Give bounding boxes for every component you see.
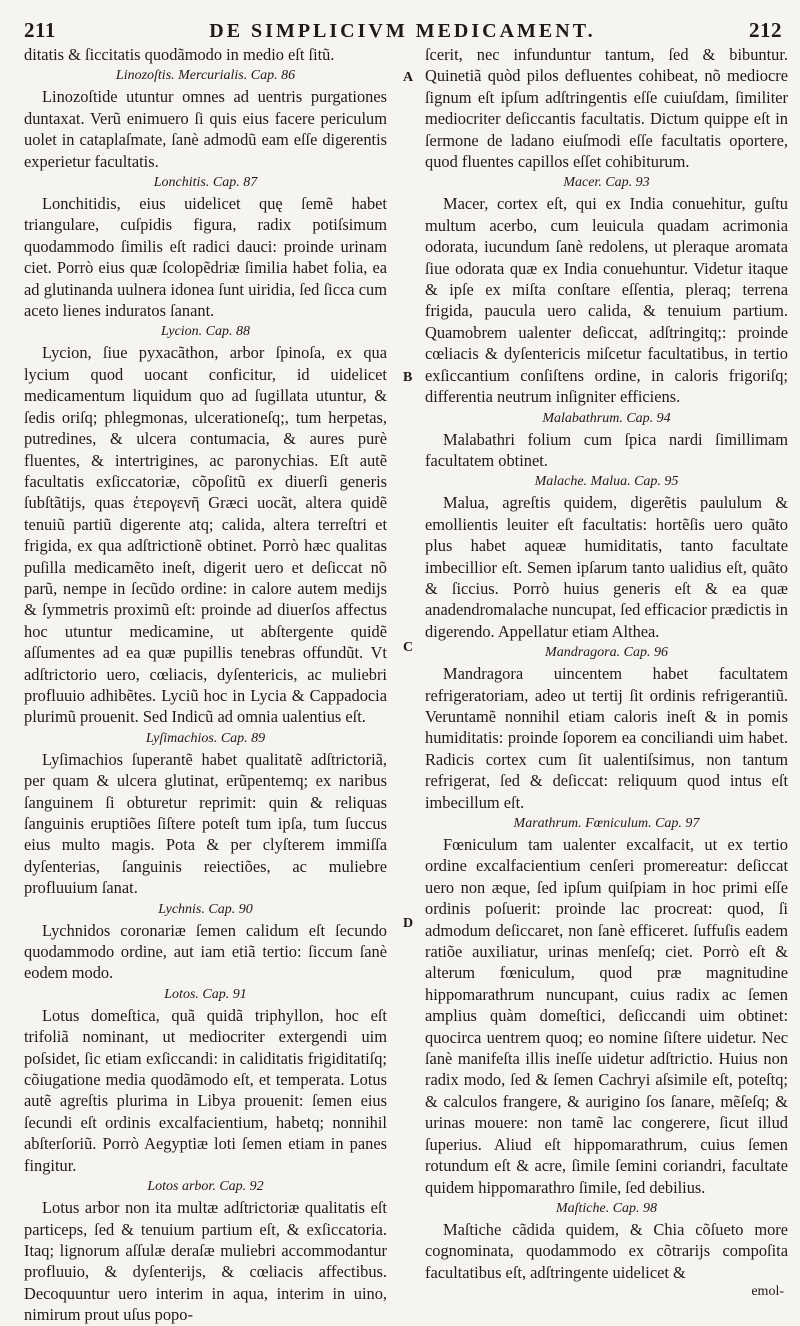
paragraph: Malabathri folium cum ſpica nardi ſimillimam facultatem obtinet.	[425, 429, 788, 470]
paragraph: Lycion, ſiue pyxacãthon, arbor ſpinoſa, ex qua lycium quod uocant conficitur, id uidelicet medicamentum liquidum quo ad ſugillata utuntur, & ſedis oriſq; phlegmonas, ulcerationeſq;, tum herpetas, putredines, & ulcera contumacia, & aures purè fluentes, & intertrigines, ac paronychias. Eſt autẽ facultatis exſiccatoriæ, cõpoſitũ ex diuerſi generis ſubſtãtijs, quas ἑτερογενῆ Græci uocãt, altera quidẽ tenuiũ partiũ digerente atq; calida, altera terreſtri et frigida, ex qua adſtrictionẽ obtinet. Porrò hæc qualitas puſilla medicamẽto ineſt, digerit uero et deſiccat nõ parũ, nempe in ſecũdo ordine: in calore autem medijs & ſymmetris proximũ eſt: proinde ad diuerſos affectus hoc utuntur medicamine, ut abſtergente quidẽ aſſumentes ad ea quæ pupillis tenebras offundũt. Vt adſtrictorio uero, cœliacis, dyſentericis, ac muliebri profluuio adhibẽtes. Lyciũ hoc in Lycia & Cappadocia plurimũ prouenit. Sed Indicũ ad omnia ualentius eſt.	[24, 343, 387, 727]
paragraph: Fœniculum tam ualenter excalfacit, ut ex tertio ordine excalfacientium cenſeri promereatur: deſiccat uero non æque, ſed ipſum quiſpiam in hoc primi eſſe ordinis poſuerit: proinde lac procreat: quod, ſi admodum deſiccaret, non ſanè efficeret. ſuffuſis eadem ratiõe auxiliatur, urinas menſeſq; ciet. Porrò eſt & alterum fœniculum, quod præ magnitudine hippomarathrum nuncupant, cuius radix ac ſemen amplius quàm domeſtici, deſiccandi uim obtinet: quocirca uentrem quoq; eo nomine ſiſtere uidetur. Nec ſanè manifeſta illis ineſſe uidetur adſtrictio. Huius non radix modo, ſed & ſemen Cachryi aſsimile eſt, poteſtq; & calculos frangere, & aurigino ſos ſanare, mẽſeſq; & urinas mouere: non tamẽ lac congerere, ſicut illud ſuperius. Aliud eſt hippomarathrum, cuius ſemen rotundum eſt & acre, ſimile ſemini coriandri, facultate quidem hippomarathro ſimile, ſed debilius.	[425, 835, 788, 1197]
chapter-heading: Lycion. Cap. 88	[160, 324, 251, 340]
paragraph: Lychnidos coronariæ ſemen calidum eſt ſecundo quodammodo ordine, aut iam etiã tertio: ſiccum ſanè eodem modo.	[24, 920, 387, 983]
paragraph: Macer, cortex eſt, qui ex India conuehitur, guſtu multum acerbo, cum leuicula quadam acrimonia odorata, iucundum ſanè redolens, ut pleraque aromata ſiue odorata quæ ex India conuehuntur. Videtur itaque & ipſe ex miſta conſtare eſſentia, pleraq; terrena frigida, paucula uero calida, & tenuium partium. Quamobrem ualenter deſiccat, adſtringitq;: proinde cœliacis & dyſentericis miſcetur facultatibus, in tertio exſiccantium conſiſtens ordine, in caloris frigoriſq; differentia neutrum inſigniter efficiens.	[425, 194, 788, 407]
margin-letter-b: B	[403, 370, 413, 385]
page-number-left: 211	[24, 18, 56, 42]
paragraph: Maſtiche cãdida quidem, & Chia cõſueto more cognominata, quodammodo ex cõtrarijs compoſita facultatibus eſt, adſtringente uidelicet &	[425, 1219, 788, 1282]
chapter-heading: Mandragora. Cap. 96	[545, 645, 668, 661]
paragraph: Lyſimachios ſuperantẽ habet qualitatẽ adſtrictoriã, per quam & ulcera glutinat, erũpentemq; ex naribus ſanguinem ſi obturetur reprimit: quin & reliquas ſanguinis eruptiões ſiſtere poteſt tum ipſa, tum ſuccus eius multo magis. Pota & per clyſterem immiſſa dyſenterias, ſanguinis reiectiões, ac muliebre profluuium ſanat.	[24, 749, 387, 898]
catchword: emol-	[751, 1284, 784, 1300]
chapter-heading: Linozoſtis. Mercurialis. Cap. 86	[115, 68, 296, 84]
margin-letter-c: C	[403, 640, 414, 655]
running-title: DE SIMPLICIVM MEDICAMENT.	[209, 20, 596, 42]
chapter-heading: Malabathrum. Cap. 94	[542, 410, 671, 426]
paragraph: Mandragora uincentem habet facultatem refrigeratoriam, adeo ut tertij ſit ordinis refrigerantiũ. Veruntamẽ nonnihil etiam caloris ineſt & in pomis humiditatis: proinde ſoporem ea conciliandi uim habet. Radicis cortex cum ſit ualentiſsimus, non tantum refrigerat, ſed & deſiccat: reliquum quod intus eſt imbecillum eſt.	[425, 664, 788, 812]
page-header	[24, 18, 788, 44]
paragraph: ſcerit, nec infunduntur tantum, ſed & bibuntur. Quinetiã quòd pilos defluentes cohibeat, nõ mediocre ſignum eſt ipſum adſtringentis eſſe cuiuſdam, ſimiliter mediocriter deſiccantis facultatis. Dictum quippe eſt in ſermone de ladano eiuſmodi eſſe facultatis oportere, quod fluentes capillos eſſet cohibiturum.	[425, 45, 788, 172]
paragraph: Lotus arbor non ita multæ adſtrictoriæ qualitatis eſt particeps, ſed & tenuium partium eſt, & exſiccatoria. Itaq; lignorum aſſulæ deraſæ muliebri accommodantur profluuio, & dyſenterijs, & cœliacis affectibus. Decoquuntur uero interim in aqua, interim in uino, nimirum prout uſus popo-	[24, 1198, 387, 1325]
right-column	[421, 44, 788, 1300]
chapter-heading: Lyſimachios. Cap. 89	[145, 730, 266, 746]
paragraph: ditatis & ſiccitatis quodãmodo in medio eſt ſitũ.	[24, 45, 335, 64]
chapter-heading: Lychnis. Cap. 90	[158, 901, 253, 917]
chapter-heading: Lotos arbor. Cap. 92	[147, 1179, 264, 1195]
margin-gutter	[397, 44, 421, 1234]
chapter-heading: Malache. Malua. Cap. 95	[534, 474, 679, 490]
text-columns	[24, 44, 788, 1325]
chapter-heading: Marathrum. Fœniculum. Cap. 97	[513, 816, 700, 831]
paragraph: Lotus domeſtica, quã quidã triphyllon, hoc eſt trifoliã nominant, ut mediocriter extergendi uim poſsidet, ſic etiam exſiccandi: in caliditatis frigiditatiſq; cõiugatione media quodãmodo eſt, et temperata. Lotus autẽ agreſtis plurima in Libya prouenit: ſemen eius ſecundi eſt ordinis excalfacientium, habetq; nonnihil abſterſoriũ. Porrò Aegyptiæ loti ſemen etiam in panes fingitur.	[24, 1005, 387, 1175]
chapter-heading: Lotos. Cap. 91	[164, 986, 247, 1002]
page-number-right: 212	[749, 18, 782, 42]
margin-letter-a: A	[403, 70, 414, 85]
chapter-heading: Lonchitis. Cap. 87	[153, 175, 258, 191]
paragraph: Linozoſtide utuntur omnes ad uentris purgationes duntaxat. Verũ enimuero ſi quis eius facere periculum uolet in cataplaſmate, ſanè admodũ eam eſſe digerentis experietur facultatis.	[24, 87, 387, 171]
chapter-heading: Maſtiche. Cap. 98	[555, 1200, 658, 1216]
paragraph: Malua, agreſtis quidem, digerẽtis paululum & emollientis leuiter eſt facultatis: hortẽſis uero quãto plus habet aqueæ humiditatis, tanto facultate imbecillior eſt. Semen ipſarum tanto ualidius eſt, quãto & ſiccius. Porrò huius generis eſt & ea quæ anadendromalache nuncupat, ſed efficacior prædictis in digerendo. Appellatur etiam Althea.	[425, 493, 788, 641]
paragraph: Lonchitidis, eius uidelicet quę ſemẽ habet triangulare, cuſpidis figura, radix potiſsimum quodammodo ſimilis eſt radici dauci: proinde urinam ciet. Porrò eius quæ ſcolopẽdriæ ſimilia habet folia, ea ad glutinanda uulnera idonea ſunt uiridia, ſed ſicca cum aceto lienes induratos ſanant.	[24, 194, 387, 321]
left-column	[24, 44, 397, 1325]
margin-letter-d: D	[403, 916, 414, 931]
chapter-heading: Macer. Cap. 93	[563, 175, 650, 191]
